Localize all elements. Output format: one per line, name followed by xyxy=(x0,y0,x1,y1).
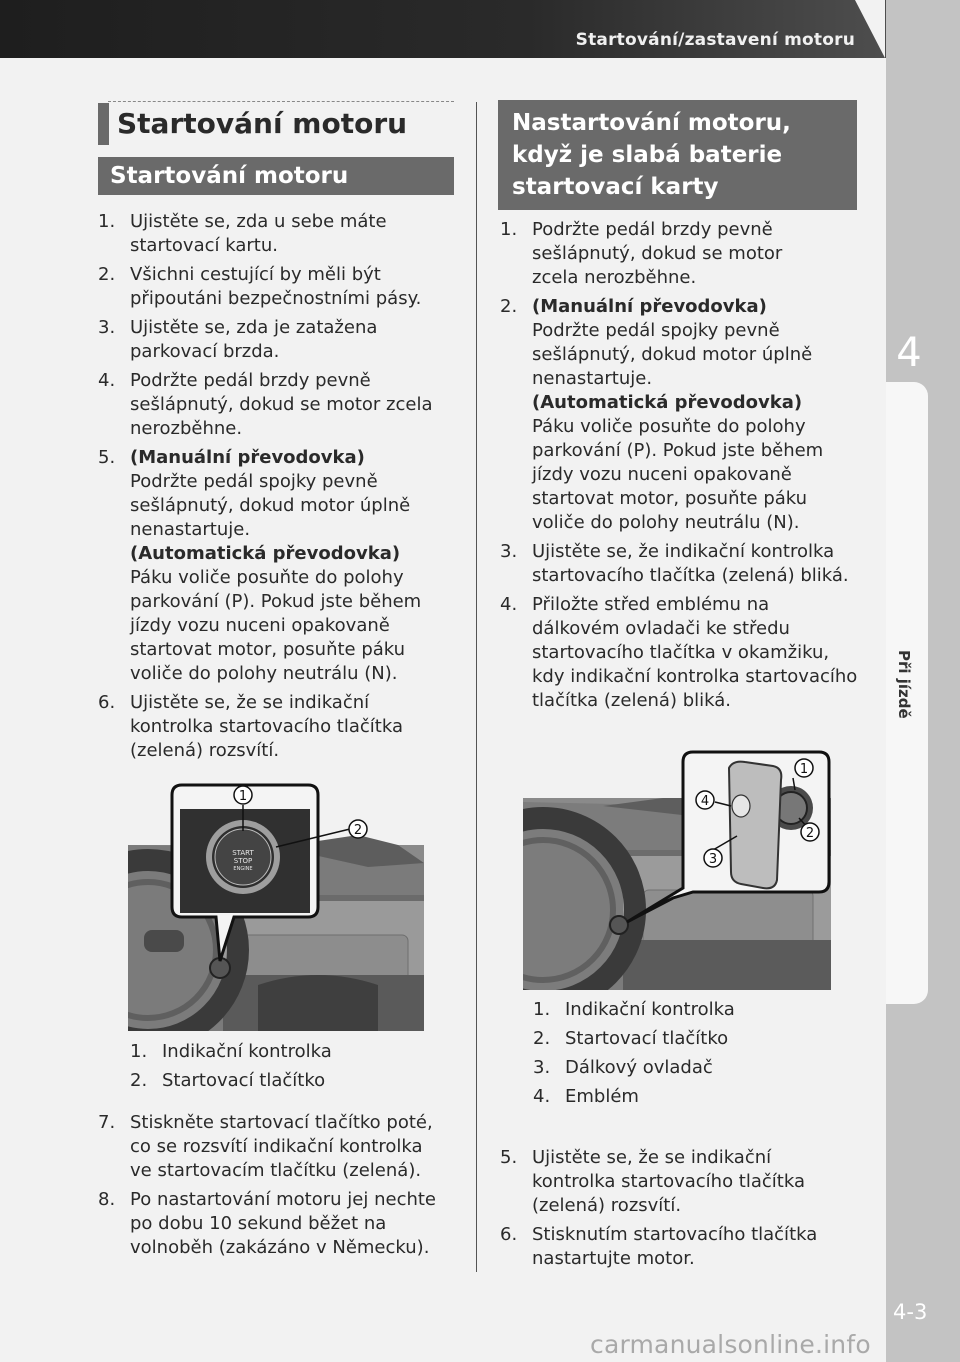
step-text-line: voliče do polohy neutrálu (N). xyxy=(532,512,800,533)
step-number: 1. xyxy=(98,211,116,232)
step-number: 3. xyxy=(500,541,518,562)
step-item xyxy=(500,1223,870,1271)
step-text-line: sešlápnutý, dokud se motor zcela xyxy=(130,394,433,415)
step-item xyxy=(98,263,458,311)
step-text-line: (zelená) rozsvítí. xyxy=(130,740,280,761)
step-text-line: Podržte pedál brzdy pevně xyxy=(532,219,773,240)
section-heading-right xyxy=(498,100,857,210)
step-text-line: Všichni cestující by měli být xyxy=(130,264,381,285)
legend-number: 2. xyxy=(533,1028,551,1049)
legend-number: 1. xyxy=(130,1041,148,1062)
manual-transmission-label: (Manuální převodovka) xyxy=(532,296,767,317)
legend-item xyxy=(533,1085,853,1109)
step-text-line: jízdy vozu nuceni opakovaně xyxy=(532,464,792,485)
legend-item xyxy=(533,1056,853,1080)
step-text-line: Po nastartování motoru jej nechte xyxy=(130,1189,436,1210)
step-text-line: Stisknutím startovacího tlačítka xyxy=(532,1224,818,1245)
step-text-line: nerozběhne. xyxy=(130,418,243,439)
step-number: 5. xyxy=(500,1147,518,1168)
legend-item xyxy=(533,1027,853,1051)
button-text-engine: ENGINE xyxy=(233,866,253,872)
step-text-line: Páku voliče posuňte do polohy xyxy=(130,567,404,588)
step-text-line: Podržte pedál brzdy pevně xyxy=(130,370,371,391)
legend-number: 4. xyxy=(533,1086,551,1107)
automatic-transmission-label: (Automatická převodovka) xyxy=(130,543,401,564)
legend-item xyxy=(533,998,853,1022)
callout-4: 4 xyxy=(700,794,710,809)
callout-2: 2 xyxy=(353,823,363,838)
step-number: 3. xyxy=(98,317,116,338)
step-text-line: voliče do polohy neutrálu (N). xyxy=(130,663,398,684)
chapter-label: Při jízdě xyxy=(895,650,913,719)
legend-text: Startovací tlačítko xyxy=(565,1028,729,1049)
steps-list-right-b xyxy=(500,1146,870,1276)
step-item xyxy=(98,691,458,763)
step-text-line: ve startovacím tlačítku (zelená). xyxy=(130,1160,422,1181)
step-text-line: parkování (P). Pokud jste během xyxy=(130,591,422,612)
section-heading-right-line-2: když je slabá baterie xyxy=(512,142,783,168)
step-text-line: startovací kartu. xyxy=(130,235,278,256)
step-text-line: Ujistěte se, že se indikační xyxy=(130,692,370,713)
step-text-line: kontrolka startovacího tlačítka xyxy=(130,716,403,737)
step-text-line: Ujistěte se, že indikační kontrolka xyxy=(532,541,835,562)
legend-text: Startovací tlačítko xyxy=(162,1070,326,1091)
step-text-line: sešlápnutý, dokud motor úplně xyxy=(130,495,411,516)
step-text-line: Přiložte střed emblému na xyxy=(532,594,770,615)
step-item xyxy=(500,218,870,290)
step-text-line: kdy indikační kontrolka startovacího xyxy=(532,666,858,687)
legend-item xyxy=(130,1040,450,1064)
step-number: 7. xyxy=(98,1112,116,1133)
step-text-line: Páku voliče posuňte do polohy xyxy=(532,416,806,437)
step-number: 6. xyxy=(500,1224,518,1245)
step-text-line: (zelená) rozsvítí. xyxy=(532,1195,682,1216)
step-text-line: kontrolka startovacího tlačítka xyxy=(532,1171,805,1192)
step-text-line: po dobu 10 sekund běžet na xyxy=(130,1213,387,1234)
page-title: Startování motoru xyxy=(98,103,407,145)
step-item xyxy=(500,1146,870,1218)
step-text-line: nenastartuje. xyxy=(532,368,653,389)
step-item xyxy=(98,369,458,441)
steps-list-left-a xyxy=(98,210,458,768)
step-text-line: sešlápnutý, dokud motor úplně xyxy=(532,344,813,365)
column-divider xyxy=(476,102,477,1272)
legend-list-right xyxy=(533,998,853,1114)
step-text-line: sešlápnutý, dokud se motor xyxy=(532,243,783,264)
chapter-number: 4 xyxy=(896,330,922,376)
step-number: 2. xyxy=(500,296,518,317)
step-number: 1. xyxy=(500,219,518,240)
legend-text: Dálkový ovladač xyxy=(565,1057,713,1078)
step-text-line: Podržte pedál spojky pevně xyxy=(130,471,378,492)
step-item xyxy=(500,295,870,535)
step-number: 6. xyxy=(98,692,116,713)
step-text-line: tlačítka (zelená) bliká. xyxy=(532,690,731,711)
header-title: Startování/zastavení motoru xyxy=(575,30,855,50)
step-text-line: startovacího tlačítka v okamžiku, xyxy=(532,642,830,663)
automatic-transmission-label: (Automatická převodovka) xyxy=(532,392,803,413)
step-item xyxy=(500,540,870,588)
step-item xyxy=(98,316,458,364)
step-text-line: jízdy vozu nuceni opakovaně xyxy=(130,615,390,636)
step-text-line: dálkovém ovladači ke středu xyxy=(532,618,790,639)
callout-1: 1 xyxy=(799,762,809,777)
step-number: 2. xyxy=(98,264,116,285)
step-number: 4. xyxy=(98,370,116,391)
step-item xyxy=(98,446,458,686)
step-text-line: zcela nerozběhne. xyxy=(532,267,697,288)
step-number: 8. xyxy=(98,1189,116,1210)
step-text-line: Ujistěte se, zda u sebe máte xyxy=(130,211,387,232)
steps-list-left-b xyxy=(98,1111,458,1265)
legend-item xyxy=(130,1069,450,1093)
step-item xyxy=(500,593,870,713)
legend-number: 3. xyxy=(533,1057,551,1078)
step-text-line: nastartujte motor. xyxy=(532,1248,695,1269)
section-heading-left: Startování motoru xyxy=(98,157,454,195)
step-text-line: startovat motor, posuňte páku xyxy=(532,488,808,509)
section-heading-right-line-3: startovací karty xyxy=(512,174,719,200)
step-text-line: startovat motor, posuňte páku xyxy=(130,639,406,660)
legend-text: Indikační kontrolka xyxy=(162,1041,332,1062)
callout-2: 2 xyxy=(805,826,815,841)
legend-list-left xyxy=(130,1040,450,1098)
step-text-line: připoutáni bezpečnostními pásy. xyxy=(130,288,422,309)
header-bar xyxy=(0,0,960,58)
legend-text: Indikační kontrolka xyxy=(565,999,735,1020)
button-text-stop: STOP xyxy=(233,857,253,865)
step-text-line: Stiskněte startovací tlačítko poté, xyxy=(130,1112,433,1133)
step-number: 4. xyxy=(500,594,518,615)
step-text-line: parkovací brzda. xyxy=(130,341,280,362)
start-button-figure xyxy=(128,775,424,1031)
step-number: 5. xyxy=(98,447,116,468)
title-rule xyxy=(108,101,454,102)
step-text-line: Podržte pedál spojky pevně xyxy=(532,320,780,341)
steps-list-right-a xyxy=(500,218,870,718)
step-item xyxy=(98,210,458,258)
watermark: carmanualsonline.info xyxy=(590,1330,871,1359)
header-corner xyxy=(855,0,885,58)
legend-number: 1. xyxy=(533,999,551,1020)
step-text-line: volnoběh (zakázáno v Německu). xyxy=(130,1237,430,1258)
step-text-line: parkování (P). Pokud jste během xyxy=(532,440,824,461)
legend-number: 2. xyxy=(130,1070,148,1091)
step-text-line: co se rozsvítí indikační kontrolka xyxy=(130,1136,423,1157)
step-text-line: Ujistěte se, že se indikační xyxy=(532,1147,772,1168)
section-heading-right-line-1: Nastartování motoru, xyxy=(512,110,791,136)
manual-transmission-label: (Manuální převodovka) xyxy=(130,447,365,468)
step-item xyxy=(98,1188,458,1260)
legend-text: Emblém xyxy=(565,1086,639,1107)
page-number: 4-3 xyxy=(893,1300,928,1324)
step-text-line: Ujistěte se, zda je zatažena xyxy=(130,317,378,338)
step-text-line: startovacího tlačítka (zelená) bliká. xyxy=(532,565,849,586)
callout-3: 3 xyxy=(708,852,718,867)
callout-1: 1 xyxy=(238,789,248,804)
button-text-start: START xyxy=(232,849,254,857)
step-item xyxy=(98,1111,458,1183)
step-text-line: nenastartuje. xyxy=(130,519,251,540)
remote-key-figure xyxy=(523,750,831,990)
